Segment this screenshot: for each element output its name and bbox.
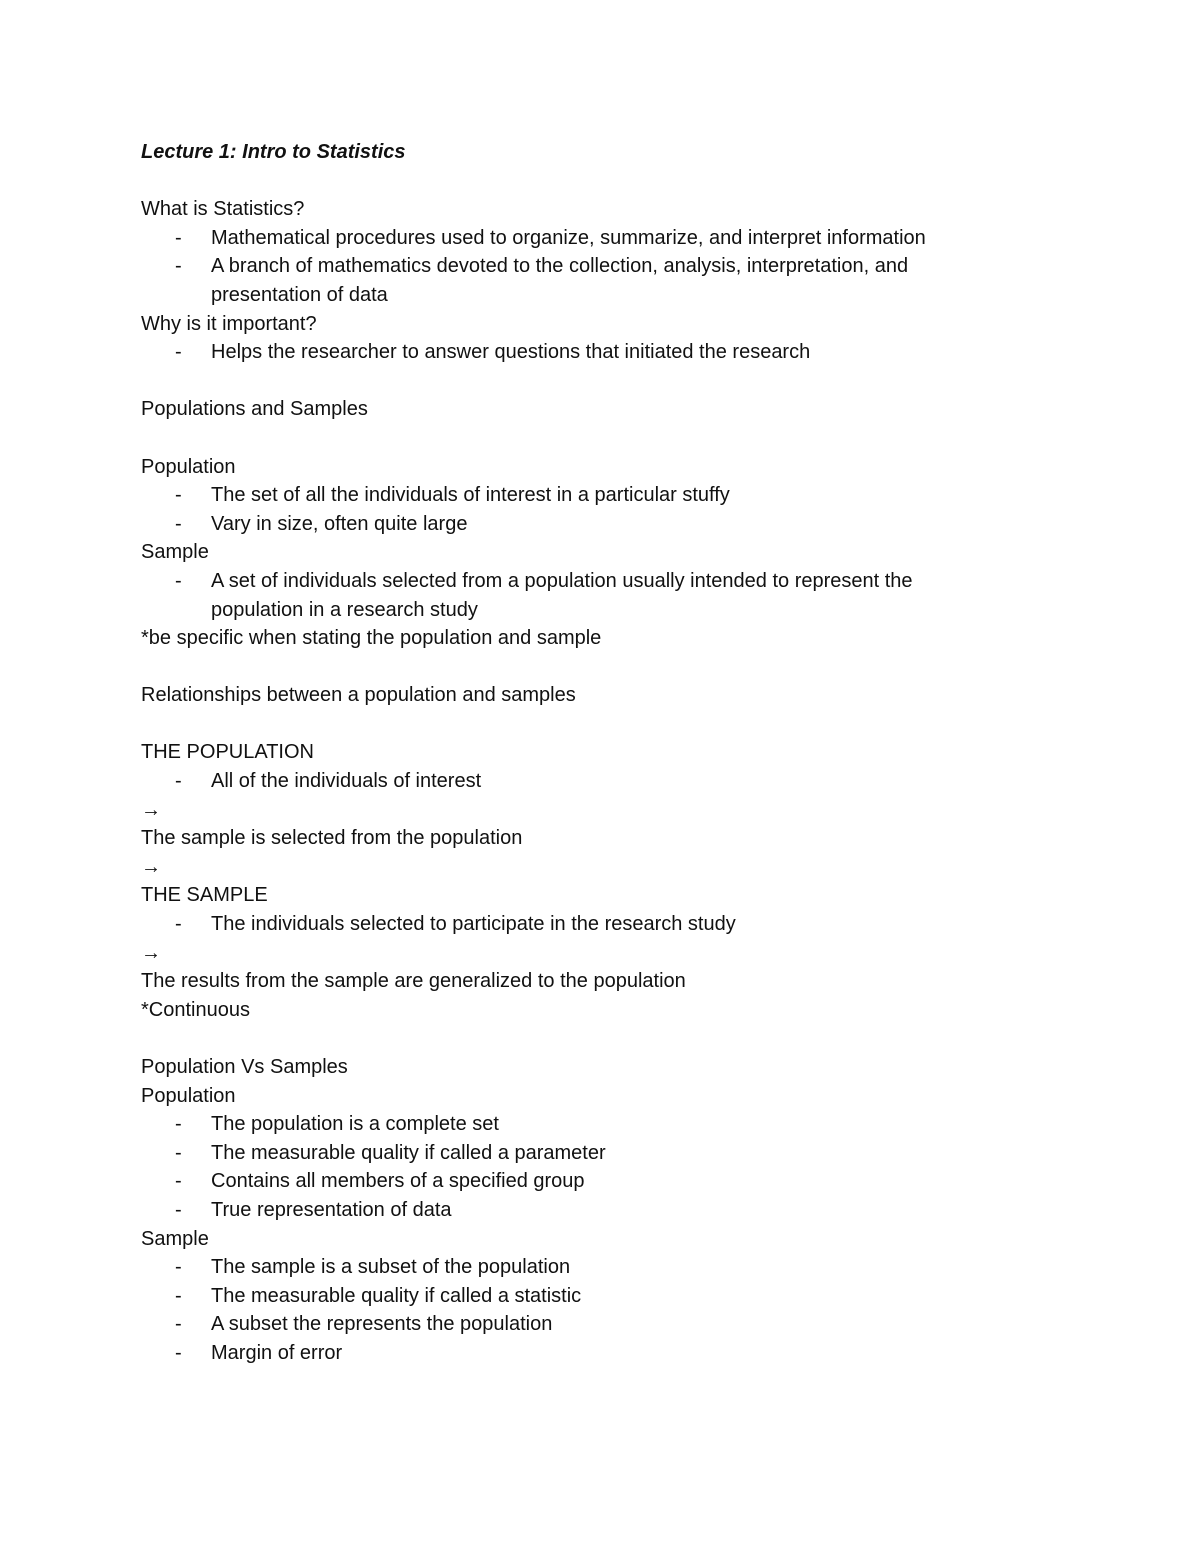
section-heading: Relationships between a population and samples: [141, 684, 576, 707]
dash-marker: -: [175, 569, 182, 592]
dash-marker: -: [175, 512, 182, 535]
bullet-item: [141, 910, 1041, 939]
flow-text: The sample is selected from the population: [141, 827, 523, 850]
dash-marker: -: [175, 1198, 182, 1221]
bullet-text: Helps the researcher to answer questions that initiated the research: [211, 341, 811, 364]
dash-marker: -: [175, 1341, 182, 1364]
bullet-text: The set of all the individuals of interest in a particular stuffy: [211, 484, 730, 507]
dash-marker: -: [175, 1256, 182, 1279]
bullet-text: The sample is a subset of the population: [211, 1256, 571, 1279]
note-text: *be specific when stating the population and sample: [141, 627, 602, 650]
dash-marker: -: [175, 1113, 182, 1136]
bullet-text: The population is a complete set: [211, 1113, 499, 1136]
note-text: *Continuous: [141, 998, 250, 1021]
bullet-item: [141, 1167, 1041, 1196]
lecture-title: Lecture 1: Intro to Statistics: [141, 141, 406, 163]
bullet-text: population in a research study: [211, 598, 478, 621]
bullet-text: A subset the represents the population: [211, 1313, 553, 1336]
bullet-text: The measurable quality if called a parameter: [211, 1141, 606, 1164]
subheading-the-sample: THE SAMPLE: [141, 884, 268, 907]
document-page: [141, 138, 1041, 1368]
bullet-item: [141, 252, 1041, 281]
bullet-item: [141, 567, 1041, 596]
spacer: [141, 367, 1041, 396]
dash-marker: -: [175, 1284, 182, 1307]
bullet-item: [141, 1253, 1041, 1282]
dash-marker: -: [175, 913, 182, 936]
flow-text: The results from the sample are generalized to the population: [141, 970, 686, 993]
question-why-important: Why is it important?: [141, 312, 317, 335]
bullet-text: Contains all members of a specified group: [211, 1170, 585, 1193]
bullet-item: [141, 1139, 1041, 1168]
dash-marker: -: [175, 226, 182, 249]
subheading-sample: Sample: [141, 1227, 209, 1250]
spacer: [141, 1024, 1041, 1053]
spacer: [141, 424, 1041, 453]
bullet-item: [141, 1196, 1041, 1225]
subheading-population: Population: [141, 455, 236, 478]
bullet-text: Vary in size, often quite large: [211, 512, 468, 535]
section-heading: Populations and Samples: [141, 398, 368, 421]
bullet-text: A set of individuals selected from a population usually intended to represent the: [211, 569, 913, 592]
bullet-item: [141, 767, 1041, 796]
subheading-the-population: THE POPULATION: [141, 741, 314, 764]
dash-marker: -: [175, 1313, 182, 1336]
right-arrow-icon: →: [141, 941, 161, 964]
bullet-text: Margin of error: [211, 1341, 343, 1364]
bullet-item: [141, 1282, 1041, 1311]
dash-marker: -: [175, 770, 182, 793]
dash-marker: -: [175, 1170, 182, 1193]
bullet-text: All of the individuals of interest: [211, 770, 482, 793]
bullet-text: Mathematical procedures used to organize, summarize, and interpret information: [211, 226, 926, 249]
bullet-item: [141, 1310, 1041, 1339]
bullet-text: The individuals selected to participate in the research study: [211, 913, 736, 936]
dash-marker: -: [175, 1141, 182, 1164]
bullet-continuation: [141, 281, 1041, 310]
section-heading: Population Vs Samples: [141, 1056, 348, 1078]
bullet-continuation: [141, 596, 1041, 625]
bullet-text: The measurable quality if called a statistic: [211, 1284, 582, 1307]
dash-marker: -: [175, 255, 182, 278]
right-arrow-icon: →: [141, 798, 161, 821]
bullet-text: A branch of mathematics devoted to the collection, analysis, interpretation, and: [211, 255, 909, 278]
spacer: [141, 167, 1041, 196]
subheading-population: Population: [141, 1084, 236, 1107]
spacer: [141, 710, 1041, 739]
dash-marker: -: [175, 484, 182, 507]
bullet-item: [141, 1339, 1041, 1368]
bullet-item: [141, 510, 1041, 539]
dash-marker: -: [175, 341, 182, 364]
question-what-is-statistics: What is Statistics?: [141, 198, 305, 221]
bullet-item: [141, 481, 1041, 510]
spacer: [141, 653, 1041, 682]
bullet-text: presentation of data: [211, 283, 388, 306]
bullet-text: True representation of data: [211, 1198, 452, 1221]
right-arrow-icon: →: [141, 855, 161, 878]
bullet-item: [141, 224, 1041, 253]
bullet-item: [141, 1110, 1041, 1139]
subheading-sample: Sample: [141, 541, 209, 564]
bullet-item: [141, 338, 1041, 367]
